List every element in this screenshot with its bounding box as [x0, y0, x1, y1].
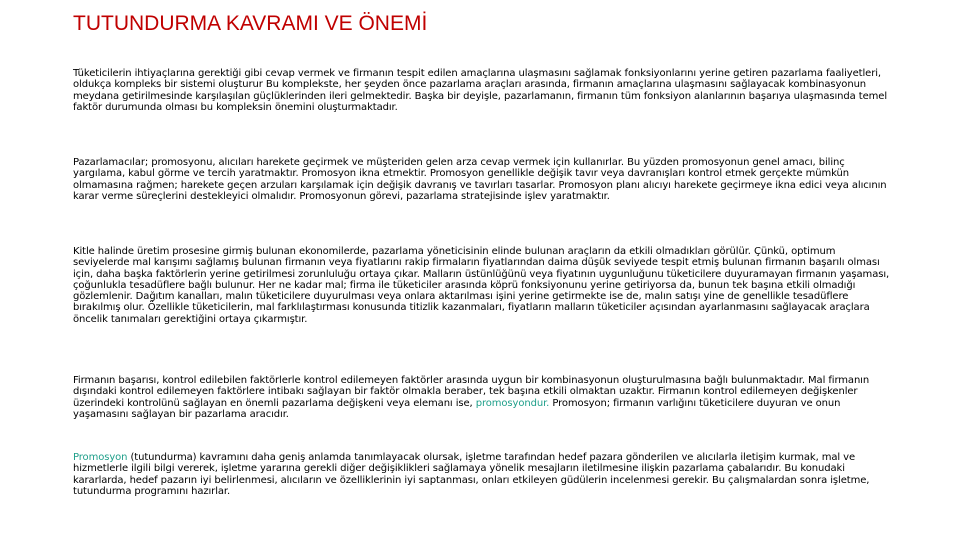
highlighted-term: Promosyon: [73, 452, 128, 463]
paragraph-text: Promosyon; firmanın varlığını tüketicilere duyuran ve onun yaşamasını sağlayan bir pazarlama aracıdır.: [73, 397, 841, 420]
paragraph-text: Firmanın başarısı, kontrol edilebilen faktörlerle kontrol edilemeyen faktörler arasında uygun bir kombinasyonun oluşturulmasına bağlı bulunmaktadır. Mal firmanın dışındaki kontrol edilemeyen faktörlere intibakı sağlayan bir faktör olmakla beraber, tek başına etkili olmaktan uzaktır. Firmanın kontrol edilemeyen değişkenler üzerindeki kontrolünü sağlayan en önemli pazarlama değişkeni veya elemanı ise,: [73, 375, 870, 409]
highlighted-term: promosyondur.: [475, 397, 550, 409]
paragraph-mass-production: Kitle halinde üretim prosesine girmiş bulunan ekonomilerde, pazarlama yöneticisinin elinde bulunan araçların da etkili olmadıkları görülür. Çünkü, optimum seviyelerde mal karışımı sağlamış bulunan firmanın veya fiyatlarını rakip firmaların fiyatlarından daima düşük seviyede tespit etmiş bulunan firmanın başarılı olması için, daha başka faktörlerin yerine getirilmesi zorunluluğu ortaya çıkar. Malların üstünlüğünü veya fiyatının uygunluğunu tüketicilere duyuramayan firmanın yaşaması, çoğunlukla tesadüflere bağlı bulunur. Her ne kadar mal; firma ile tüketiciler arasında köprü fonksiyonunu yerine getiriyorsa da, bunun tek başına etkili olmadığı gözlemlenir. Dağıtım kanalları, malın tüketicilere duyurulması veya onlara aktarılması işini yerine getirmekte ise de, malın satışı yine de genellikle tesadüflere bırakılmış olur. Özellikle tüketicilerin, mal farklılaştırması konusunda titizlik kazanmaları, fiyatların malların tüketiciler açısından ayarlanmasını sağlayacak araçlara öncelik tanımaları gerektiğini ortaya çıkarmıştır.: [73, 246, 890, 325]
paragraph-firm-success: [73, 375, 891, 420]
page-title: TUTUNDURMA KAVRAMI VE ÖNEMİ: [73, 12, 428, 35]
paragraph-promotion-purpose: Pazarlamacılar; promosyonu, alıcıları harekete geçirmek ve müşteriden gelen arza cevap vermek için kullanırlar. Bu yüzden promosyonun genel amacı, bilinç yargılama, kabul görme ve tercih yaratmaktır. Promosyon ikna etmektir. Promosyon genellikle değişik tavır veya davranışları kontrol etmek gerçekte mümkün olmamasına rağmen; harekete geçen arzuları karşılamak için değişik davranış ve tavırları tasarlar. Promosyon planı alıcıyı harekete geçirmeye ikna edici veya alıcının karar verme süreçlerini destekleyici olmalıdır. Promosyonun görevi, pazarlama stratejisinde işlev yaratmaktır.: [73, 157, 887, 202]
paragraph-text: (tutundurma) kavramını daha geniş anlamda tanımlayacak olursak, işletme tarafından hedef pazara gönderilen ve alıcılarla iletişim kurmak, mal ve hizmetlerle ilgili bilgi vererek, işletme yararına gerekli diğer değişiklikleri sağlamaya yönelik mesajların iletilmesine ilişkin pazarlama çabalarıdır. Bu konudaki kararlarda, hedef pazarın iyi belirlenmesi, alıcıların ve özelliklerinin iyi saptanması, onları etkileyen güdülerin incelenmesi gerekir. Bu çalışmalardan sonra işletme, tutundurma programını hazırlar.: [73, 452, 870, 497]
paragraph-consumer-needs: Tüketicilerin ihtiyaçlarına gerektiği gibi cevap vermek ve firmanın tespit edilen amaçlarına ulaşmasını sağlamak fonksiyonlarını yerine getiren pazarlama faaliyetleri, oldukça kompleks bir sistemi oluşturur Bu komplekste, her şeyden önce pazarlama araçları arasında, firmanın amaçlarına ulaşmasını sağlayacak kombinasyonun meydana getirilmesinde karşılaşılan güçlüklerinden ileri gelmektedir. Başka bir deyişle, pazarlamanın, firmanın tüm fonksiyon alanlarının başarıya ulaşmasında temel faktör durumunda olması bu kompleksin önemini oluşturmaktadır.: [73, 68, 887, 113]
paragraph-promotion-definition: [73, 452, 891, 497]
